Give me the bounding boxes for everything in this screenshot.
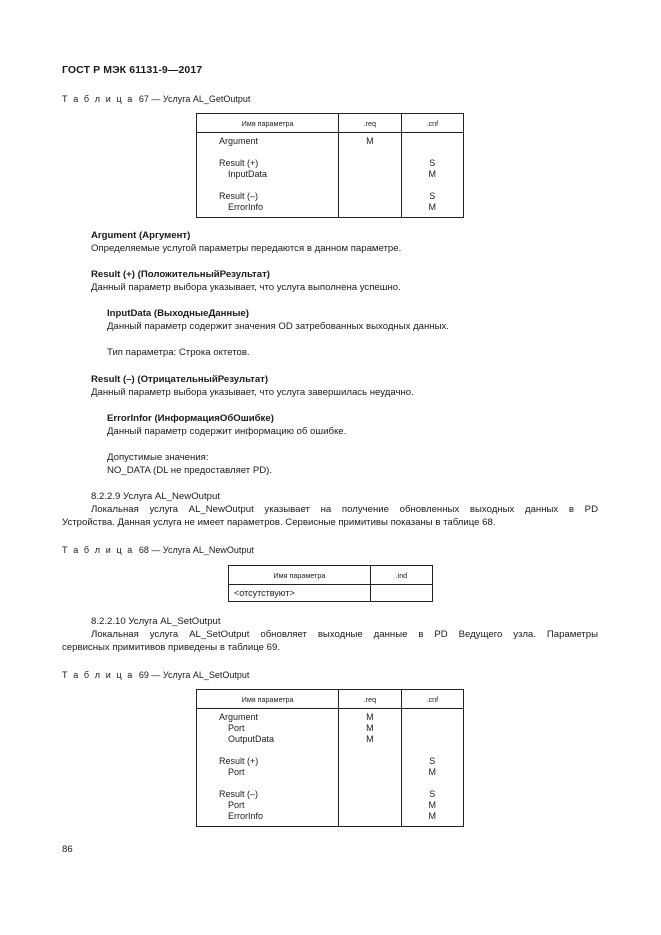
result-negative-text: Данный параметр выбора указывает, что услуга завершилась неудачно.: [91, 387, 414, 398]
table-68-caption-prefix: Т а б л и ц а: [62, 545, 134, 555]
table-69-row-result-neg-cnf: S: [429, 789, 436, 799]
table-67: [196, 113, 464, 218]
allowed-values-label: Допустимые значения:: [107, 452, 209, 463]
table-69-cnf-column: [401, 709, 463, 827]
table-67-caption-prefix: Т а б л и ц а: [62, 94, 134, 104]
result-positive-text: Данный параметр выбора указывает, что услуга выполнена успешно.: [91, 282, 401, 293]
inputdata-type: Тип параметра: Строка октетов.: [107, 347, 250, 358]
table-67-row-inputdata-cnf: M: [428, 169, 437, 179]
errorinfo-text: Данный параметр содержит информацию об ошибке.: [107, 426, 347, 437]
section-8229-line-2: Устройства. Данная услуга не имеет параметров. Сервисные примитивы показаны в таблице 68.: [62, 517, 496, 528]
inputdata-title: InputData (ВыходныеДанные): [107, 308, 249, 319]
table-67-caption: [62, 94, 250, 104]
table-68-header-name: Имя параметра: [229, 566, 371, 585]
errorinfo-title: ErrorInfor (ИнформацияОбОшибке): [107, 413, 274, 424]
table-69-row-errorinfo-cnf: M: [428, 811, 437, 821]
table-67-header-req: .req: [339, 114, 401, 133]
table-69-caption-prefix: Т а б л и ц а: [62, 670, 134, 680]
table-67-header-row: [197, 114, 464, 133]
inputdata-text: Данный параметр содержит значения OD затребованных выходных данных.: [107, 321, 449, 332]
table-69-row-errorinfo-name: ErrorInfo: [228, 811, 264, 821]
table-69-row-result-neg-port-cnf: M: [428, 800, 437, 810]
table-69-row-port-name: Port: [228, 723, 245, 733]
table-67-row-result-neg-cnf: S: [429, 191, 436, 201]
table-69: [196, 689, 464, 827]
table-67-req-column: [339, 133, 401, 218]
table-67-row-argument-req: M: [366, 136, 374, 146]
table-68-header-row: [229, 566, 433, 585]
table-68-header-ind: .ind: [370, 566, 432, 585]
table-68: [228, 565, 433, 602]
page-number: 86: [62, 844, 73, 855]
table-68-caption: [62, 545, 254, 555]
table-67-cnf-column: [401, 133, 463, 218]
table-68-caption-title: 68 — Услуга AL_NewOutput: [138, 545, 254, 555]
table-69-header-cnf: .cnf: [401, 690, 463, 709]
section-82210-line-1: Локальная услуга AL_SetOutput обновляет выходные данные в PD Ведущего узла. Параметры: [91, 629, 598, 640]
table-67-row-result-neg-name: Result (–): [219, 191, 259, 201]
table-67-row-result-pos-cnf: S: [429, 158, 436, 168]
table-69-row-result-pos-name: Result (+): [219, 756, 259, 766]
argument-text: Определяемые услугой параметры передаются в данном параметре.: [91, 243, 402, 254]
result-negative-title: Result (–) (ОтрицательныйРезультат): [91, 374, 269, 385]
table-67-row-errorinfo-name: ErrorInfo: [228, 202, 264, 212]
table-67-name-column: [197, 133, 339, 218]
table-69-row-result-pos-port-name: Port: [228, 767, 245, 777]
table-69-row-outputdata-req: M: [366, 734, 374, 744]
table-68-row-ind: [370, 585, 432, 602]
table-69-row-argument-req: M: [366, 712, 374, 722]
table-67-row-errorinfo-cnf: M: [428, 202, 437, 212]
section-82210-heading: 8.2.2.10 Услуга AL_SetOutput: [91, 616, 221, 627]
table-69-header-name: Имя параметра: [197, 690, 339, 709]
table-69-header-row: [197, 690, 464, 709]
table-67-row-argument-name: Argument: [219, 136, 259, 146]
table-69-row-result-neg-name: Result (–): [219, 789, 259, 799]
document-standard-header: ГОСТ Р МЭК 61131-9—2017: [62, 64, 203, 76]
table-69-row-result-pos-cnf: S: [429, 756, 436, 766]
table-69-header-req: .req: [339, 690, 401, 709]
section-8229-line-1: Локальная услуга AL_NewOutput указывает на получение обновленных выходных данных в PD: [91, 504, 598, 515]
table-67-header-cnf: .cnf: [401, 114, 463, 133]
table-67-header-name: Имя параметра: [197, 114, 339, 133]
result-positive-title: Result (+) (ПоложительныйРезультат): [91, 269, 270, 280]
no-data-value: NO_DATA (DL не предоставляет PD).: [107, 465, 273, 476]
argument-title: Argument (Аргумент): [91, 230, 191, 241]
table-69-row-argument-name: Argument: [219, 712, 259, 722]
table-68-row: [229, 585, 433, 602]
table-68-row-name: <отсутствуют>: [229, 585, 371, 602]
table-69-name-column: [197, 709, 339, 827]
section-82210-line-2: сервисных примитивов приведены в таблице 69.: [62, 642, 280, 653]
table-67-caption-title: 67 — Услуга AL_GetOutput: [138, 94, 251, 104]
table-69-req-column: [339, 709, 401, 827]
section-8229-heading: 8.2.2.9 Услуга AL_NewOutput: [91, 491, 220, 502]
table-69-row-outputdata-name: OutputData: [228, 734, 275, 744]
table-67-body-row: [197, 133, 464, 218]
table-67-row-inputdata-name: InputData: [228, 169, 268, 179]
table-67-row-result-pos-name: Result (+): [219, 158, 259, 168]
table-69-body-row: [197, 709, 464, 827]
table-69-caption-title: 69 — Услуга AL_SetOutput: [138, 670, 250, 680]
table-69-row-result-pos-port-cnf: M: [428, 767, 437, 777]
table-69-row-port-req: M: [366, 723, 374, 733]
table-69-row-result-neg-port-name: Port: [228, 800, 245, 810]
table-69-caption: [62, 670, 249, 680]
